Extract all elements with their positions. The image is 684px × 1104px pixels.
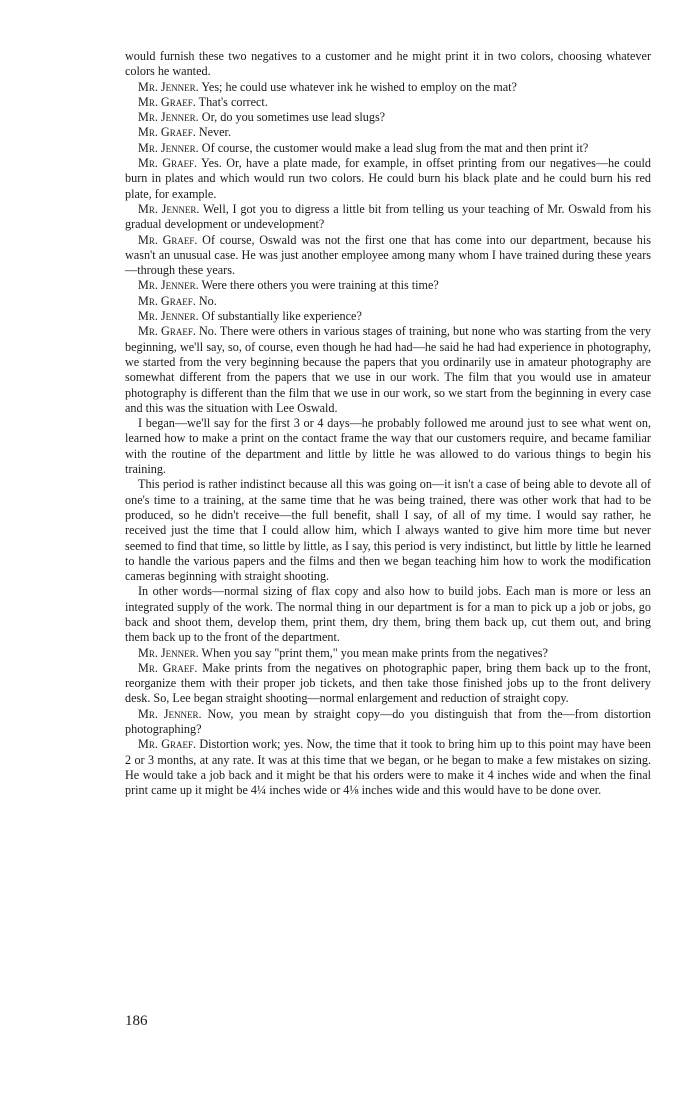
paragraph-text: Of course, Oswald was not the first one that has come into our department, because his wasn't an unusual case. He was just another employee among many whom I have trained during these years—through these years.	[125, 232, 652, 278]
speaker-name: Mr. Graef.	[138, 232, 198, 247]
speaker-name: Mr. Jenner.	[138, 201, 200, 216]
paragraph	[125, 584, 651, 645]
speaker-name: Mr. Graef.	[138, 156, 198, 171]
paragraph-text: In other words—normal sizing of flax copy and also how to build jobs. Each man is more or less an integrated supply of the work. The normal thing in our department is for a man to pick up a job or jobs, go back and shoot them, develop them, print them, dry them, bring them back up, cut them out, and bring them back up to the front of the department.	[125, 584, 651, 645]
paragraph	[125, 202, 651, 233]
paragraph-text: Of substantially like experience?	[198, 309, 362, 324]
paragraph	[125, 737, 651, 798]
speaker-name: Mr. Graef.	[138, 293, 196, 308]
paragraph	[125, 125, 651, 140]
paragraph-text: When you say "print them," you mean make prints from the negatives?	[198, 645, 548, 660]
speaker-name: Mr. Jenner.	[138, 110, 199, 125]
paragraph-text: Of course, the customer would make a lead slug from the mat and then print it?	[198, 140, 589, 155]
paragraph-text: No.	[195, 293, 217, 308]
paragraph	[125, 707, 651, 738]
paragraph	[125, 294, 651, 309]
paragraph	[125, 646, 651, 661]
paragraph	[125, 110, 651, 125]
speaker-name: Mr. Jenner.	[138, 645, 199, 660]
speaker-name: Mr. Graef.	[138, 737, 197, 752]
speaker-name: Mr. Graef.	[138, 125, 196, 140]
paragraph-text: Never.	[195, 125, 231, 140]
paragraph-text: This period is rather indistinct because all this was going on—it isn't a case of being able to devote all of one's time to a training, at the same time that he was being trained, there was other work that had to be produced, so he didn't receive—the full benefit, shall I say, of all of my time. I would say rather, he received just the time that I could allow him, which I always wanted to give him more time but never seemed to find that time, so little by little, as I say, this period is very indistinct, but little by little he learned to handle the various papers and the films and then we began teaching him how to work the modification cameras beginning with straight shooting.	[125, 477, 651, 584]
paragraph	[125, 477, 651, 584]
speaker-name: Mr. Jenner.	[138, 79, 199, 94]
speaker-name: Mr. Jenner.	[138, 309, 199, 324]
paragraph	[125, 156, 651, 202]
speaker-name: Mr. Jenner.	[138, 140, 199, 155]
speaker-name: Mr. Graef.	[138, 94, 196, 109]
paragraph-text: Yes. Or, have a plate made, for example, in offset printing from our negatives—he could burn in plates and which would run two colors. He could burn his black plate and he could burn his red plate, for example.	[125, 156, 651, 201]
speaker-name: Mr. Jenner.	[138, 706, 202, 721]
paragraph	[125, 95, 651, 110]
paragraph	[125, 49, 651, 80]
paragraph-text: Were there others you were training at this time?	[198, 278, 439, 293]
paragraph-text: Or, do you sometimes use lead slugs?	[198, 110, 386, 125]
paragraph	[125, 80, 651, 95]
paragraph	[125, 324, 651, 416]
speaker-name: Mr. Graef.	[138, 660, 198, 675]
speaker-name: Mr. Jenner.	[138, 278, 199, 293]
paragraph-text: Distortion work; yes. Now, the time that it took to bring him up to this point may have been 2 or 3 months, at any rate. It was at this time that we began, or he began to make a few mistakes on sizing. He would take a job back and it might be that his orders were to make it 4 inches wide and when the final print came up it might be 4¼ inches wide or 4⅛ inches wide and this would have to be done over.	[125, 737, 651, 798]
paragraph	[125, 309, 651, 324]
paragraph-text: Yes; he could use whatever ink he wished to employ on the mat?	[198, 79, 517, 94]
paragraph-text: Well, I got you to digress a little bit from telling us your teaching of Mr. Oswald from his gradual development or undevelopment?	[125, 201, 651, 232]
paragraph	[125, 416, 651, 477]
paragraph	[125, 661, 651, 707]
paragraph-text: I began—we'll say for the first 3 or 4 days—he probably followed me around just to see what went on, learned how to make a print on the contact frame the way that our customers require, and became familiar with the routine of the department and little by little he was allowed to do various things to begin his training.	[125, 416, 651, 477]
paragraph-text: No. There were others in various stages of training, but none who was starting from the very beginning, we'll say, so, of course, even though he had had—he said he had had experience in photography, we started from the very beginning because the papers that you ordinarily use in amateur photography are somewhat different from the papers that we use in our work. The film that you would use in amateur photography is different than the film that we use in our work, so we start from the beginning in every case and this was the situation with Lee Oswald.	[125, 324, 651, 415]
paragraph-text: would furnish these two negatives to a customer and he might print it in two colors, choosing whatever colors he wanted.	[125, 49, 651, 79]
paragraph-text: That's correct.	[195, 94, 268, 109]
paragraph-text: Make prints from the negatives on photographic paper, bring them back up to the front, reorganize them with their proper job tickets, and then take those finished jobs up to the front delivery desk. So, Lee began straight shooting—normal enlargement and reduction of straight copy.	[125, 660, 651, 706]
page-number: 186	[125, 1013, 148, 1029]
paragraph-text: Now, you mean by straight copy—do you distinguish that from the—from distortion photographing?	[125, 706, 651, 737]
paragraph	[125, 233, 651, 279]
page-body	[125, 49, 651, 799]
speaker-name: Mr. Graef.	[138, 324, 196, 339]
paragraph	[125, 278, 651, 293]
paragraph	[125, 141, 651, 156]
